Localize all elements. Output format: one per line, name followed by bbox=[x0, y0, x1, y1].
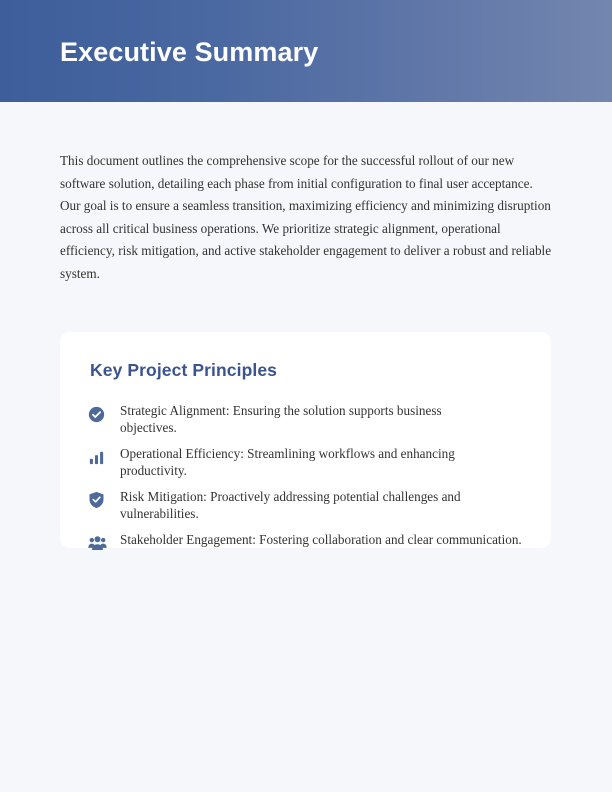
page-title: Executive Summary bbox=[60, 37, 319, 67]
users-icon bbox=[88, 531, 112, 553]
list-item-label: Risk Mitigation: Proactively addressing potential challenges and vulnerabilities. bbox=[120, 489, 461, 521]
header-banner bbox=[0, 0, 612, 102]
list-item-label: Stakeholder Engagement: Fostering collaboration and clear communication. bbox=[120, 532, 522, 547]
list-item-label: Operational Efficiency: Streamlining workflows and enhancing productivity. bbox=[120, 446, 455, 478]
card-heading: Key Project Principles bbox=[90, 360, 278, 380]
principles-list bbox=[88, 402, 548, 565]
list-item bbox=[88, 488, 548, 522]
list-item bbox=[88, 531, 548, 565]
list-item bbox=[88, 445, 548, 479]
check-circle-icon bbox=[88, 402, 112, 424]
bar-chart-icon bbox=[88, 445, 112, 467]
intro-paragraph: This document outlines the comprehensive scope for the successful rollout of our new software solution, detailing each phase from initial configuration to final user acceptance. Our goal is to ensure a seamless transition, maximizing efficiency and minimizing disruption across all critical business operations. We prioritize strategic alignment, operational efficiency, risk mitigation, and active stakeholder engagement to deliver a robust and reliable system. bbox=[60, 153, 552, 281]
list-item-label: Strategic Alignment: Ensuring the solution supports business objectives. bbox=[120, 403, 442, 435]
shield-check-icon bbox=[88, 488, 112, 510]
list-item bbox=[88, 402, 548, 436]
